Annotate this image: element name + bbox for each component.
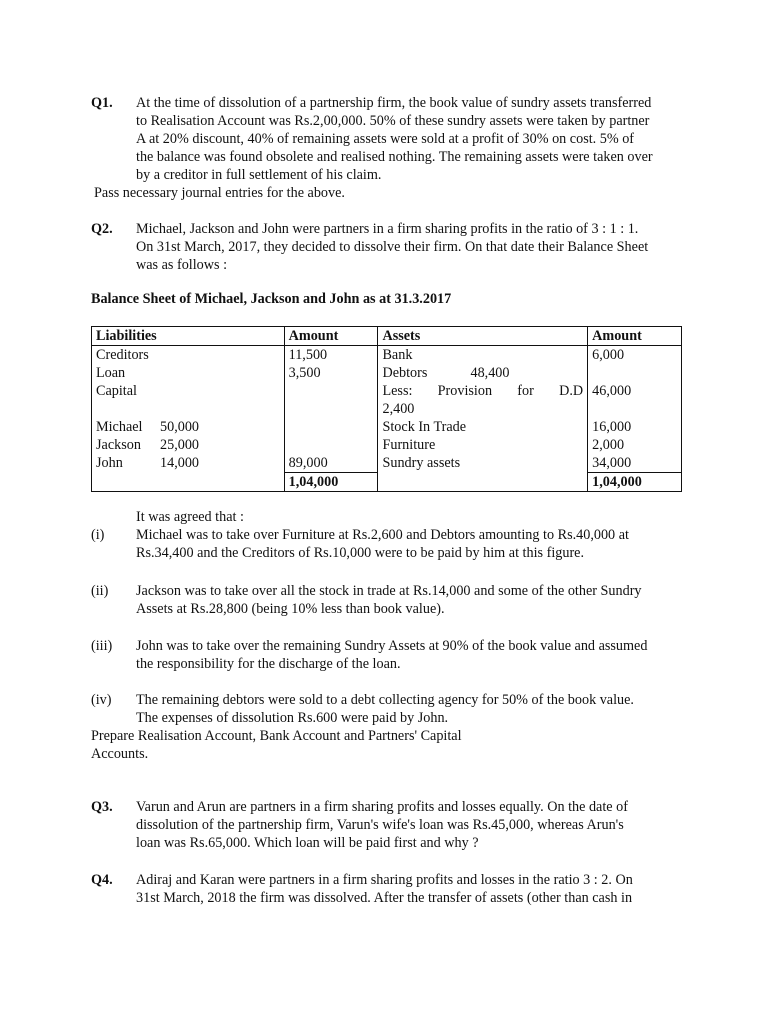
q4-line: Adiraj and Karan were partners in a firm sharing profits and losses in the ratio 3 : 2. On — [136, 872, 633, 888]
q4-line: 31st March, 2018 the firm was dissolved. After the transfer of assets (other than cash in — [136, 890, 633, 906]
amount-debtors-net: 46,000 — [592, 383, 632, 399]
q1-line: At the time of dissolution of a partnership firm, the book value of sundry assets transferred — [136, 95, 652, 111]
item-line: Assets at Rs.28,800 (being 10% less than book value). — [136, 601, 445, 617]
q4-number: Q4. — [91, 872, 113, 888]
liability-creditors: Creditors — [96, 347, 149, 363]
partner-capital: 25,000 — [160, 437, 200, 453]
q3-line: dissolution of the partnership firm, Varun's wife's loan was Rs.45,000, whereas Arun's — [136, 817, 624, 833]
liability-capital: Capital — [96, 383, 137, 399]
instruction-line: Prepare Realisation Account, Bank Account and Partners' Capital — [91, 728, 462, 744]
q2-line: On 31st March, 2017, they decided to dissolve their firm. On that date their Balance Sheet — [136, 239, 649, 255]
provision-amount: 2,400 — [382, 401, 415, 417]
q1-line: A at 20% discount, 40% of remaining assets were sold at a profit of 30% on cost. 5% of — [136, 131, 635, 147]
agreement-item-i — [136, 526, 682, 562]
item-label: (iii) — [91, 638, 113, 654]
amount-creditors: 11,500 — [288, 347, 328, 363]
item-line: John was to take over the remaining Sundry Assets at 90% of the book value and assumed — [136, 638, 648, 654]
agreed-intro: It was agreed that : — [136, 509, 244, 525]
q4-text — [136, 871, 682, 907]
table-header-row — [92, 327, 682, 346]
q2-text — [136, 220, 682, 274]
asset-stock: Stock In Trade — [382, 419, 467, 435]
q1-line: by a creditor in full settlement of his claim. — [136, 167, 382, 183]
capital-michael — [96, 418, 280, 436]
partner-name: John — [96, 455, 123, 471]
q3-number: Q3. — [91, 799, 113, 815]
agreement-item-iii — [136, 637, 682, 673]
header-amount: Amount — [588, 327, 682, 346]
debtors-amount: 48,400 — [470, 365, 510, 381]
q2-number: Q2. — [91, 221, 113, 237]
header-assets: Assets — [378, 327, 588, 346]
for-label: for — [517, 383, 534, 399]
liability-amounts-cell — [284, 346, 378, 492]
q1-line: the balance was found obsolete and realised nothing. The remaining assets were taken over — [136, 149, 653, 165]
asset-amounts-cell — [588, 346, 682, 492]
q1-number: Q1. — [91, 95, 113, 111]
less-label: Less: — [382, 383, 413, 399]
liabilities-cell — [92, 346, 285, 492]
table-body-row — [92, 346, 682, 492]
capital-john — [96, 454, 280, 472]
debtors-label: Debtors — [382, 365, 428, 381]
q2-line: Michael, Jackson and John were partners in a firm sharing profits in the ratio of 3 : 1 : 1. — [136, 221, 639, 237]
header-liabilities: Liabilities — [92, 327, 285, 346]
amount-bank: 6,000 — [592, 347, 625, 363]
asset-furniture: Furniture — [382, 437, 436, 453]
balance-sheet-table — [91, 326, 682, 492]
assets-grand-total: 1,04,000 — [592, 474, 642, 490]
header-amount: Amount — [284, 327, 378, 346]
item-line: The expenses of dissolution Rs.600 were paid by John. — [136, 710, 449, 726]
partner-name: Jackson — [96, 437, 141, 453]
partner-capital: 14,000 — [160, 455, 200, 471]
q3-line: Varun and Arun are partners in a firm sharing profits and losses equally. On the date of — [136, 799, 628, 815]
item-line: Michael was to take over Furniture at Rs.2,600 and Debtors amounting to Rs.40,000 at — [136, 527, 629, 543]
q1-instruction: Pass necessary journal entries for the above. — [94, 185, 345, 201]
capital-jackson — [96, 436, 280, 454]
q3-text — [136, 798, 682, 852]
liability-loan: Loan — [96, 365, 126, 381]
assets-cell — [378, 346, 588, 492]
asset-provision — [382, 382, 583, 400]
item-label: (iv) — [91, 692, 112, 708]
q3-line: loan was Rs.65,000. Which loan will be paid first and why ? — [136, 835, 479, 851]
amount-furniture: 2,000 — [592, 437, 625, 453]
agreement-item-iv — [136, 691, 682, 727]
asset-debtors — [382, 364, 583, 382]
agreement-item-ii — [136, 582, 682, 618]
q1-text — [136, 94, 682, 184]
q2-line: was as follows : — [136, 257, 228, 273]
instruction-line: Accounts. — [91, 746, 149, 762]
liabilities-grand-total: 1,04,000 — [288, 474, 339, 490]
asset-bank: Bank — [382, 347, 413, 363]
item-line: the responsibility for the discharge of the loan. — [136, 656, 401, 672]
item-line: Rs.34,400 and the Creditors of Rs.10,000 were to be paid by him at this figure. — [136, 545, 585, 561]
item-line: Jackson was to take over all the stock in trade at Rs.14,000 and some of the other Sundry — [136, 583, 642, 599]
amount-stock: 16,000 — [592, 419, 632, 435]
partner-name: Michael — [96, 419, 143, 435]
item-line: The remaining debtors were sold to a debt collecting agency for 50% of the book value. — [136, 692, 634, 708]
provision-label: Provision — [437, 383, 493, 399]
amount-sundry: 34,000 — [592, 455, 632, 471]
q2-instruction — [91, 727, 462, 763]
item-label: (ii) — [91, 583, 109, 599]
partner-capital: 50,000 — [160, 419, 200, 435]
dd-label: D.D — [559, 383, 584, 399]
amount-loan: 3,500 — [288, 365, 321, 381]
balance-sheet-title: Balance Sheet of Michael, Jackson and John as at 31.3.2017 — [91, 291, 452, 307]
asset-sundry: Sundry assets — [382, 455, 461, 471]
amount-capital-total: 89,000 — [288, 455, 328, 471]
item-label: (i) — [91, 527, 105, 543]
q1-line: to Realisation Account was Rs.2,00,000. 50% of these sundry assets were taken by partner — [136, 113, 650, 129]
